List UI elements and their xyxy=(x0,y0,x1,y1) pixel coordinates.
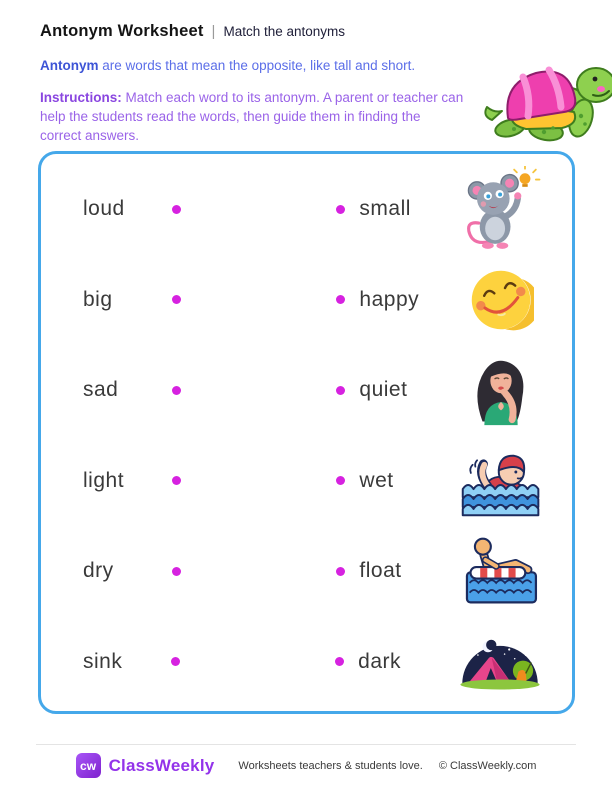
person-on-float-icon xyxy=(457,533,546,609)
right-word: quiet xyxy=(359,378,408,402)
right-word: wet xyxy=(359,468,394,492)
mouse-pointing-lightbulb-icon xyxy=(457,166,546,252)
classweekly-logo-icon: cw xyxy=(76,753,101,778)
left-word: sink xyxy=(83,649,123,673)
match-row-loud-small xyxy=(41,164,572,255)
match-dot-left xyxy=(172,476,181,485)
swimmer-in-water-icon xyxy=(457,445,546,517)
brand-name: ClassWeekly xyxy=(108,755,215,775)
match-dot-left xyxy=(172,567,181,576)
match-row-big-happy xyxy=(41,255,572,346)
left-word: big xyxy=(83,287,113,311)
match-row-sink-dark xyxy=(41,617,572,708)
turtle-illustration xyxy=(478,58,612,143)
match-dot-right xyxy=(336,386,345,395)
definition-lead: Antonym xyxy=(40,58,99,73)
match-dot-left xyxy=(172,295,181,304)
match-dot-right xyxy=(336,295,345,304)
match-row-dry-float xyxy=(41,526,572,617)
footer xyxy=(0,753,612,778)
match-dot-right xyxy=(336,205,345,214)
title-row xyxy=(40,22,600,41)
left-word: sad xyxy=(83,378,119,402)
match-dot-right xyxy=(336,567,345,576)
page-subtitle: Match the antonyms xyxy=(223,24,346,39)
left-word: light xyxy=(83,468,125,492)
definition-rest: are words that mean the opposite, like tall and short. xyxy=(98,58,416,73)
match-dot-right xyxy=(336,476,345,485)
footer-copyright: © ClassWeekly.com xyxy=(438,759,537,772)
right-word: happy xyxy=(359,287,420,311)
header xyxy=(40,22,600,145)
match-row-light-wet xyxy=(41,436,572,527)
woman-shushing-icon xyxy=(457,353,546,427)
match-dot-left xyxy=(171,657,180,666)
left-word: dry xyxy=(83,559,114,583)
left-word: loud xyxy=(83,197,125,221)
match-dot-left xyxy=(172,205,181,214)
footer-divider xyxy=(36,744,576,745)
instructions-lead: Instructions: xyxy=(40,90,122,105)
matching-activity-box xyxy=(38,151,575,714)
match-row-sad-quiet xyxy=(41,345,572,436)
footer-tagline: Worksheets teachers & students love. xyxy=(238,759,423,772)
match-dot-right xyxy=(335,657,344,666)
night-campsite-icon xyxy=(454,631,546,692)
page-title: Antonym Worksheet xyxy=(40,22,204,40)
instructions-rest: Match each word to its antonym. A parent or teacher can help the students read the words, then guide them in finding the correct answers. xyxy=(40,90,464,143)
right-word: small xyxy=(359,197,411,221)
turtle-icon xyxy=(478,58,612,143)
right-word: dark xyxy=(358,649,402,673)
right-word: float xyxy=(359,559,402,583)
instructions-text xyxy=(40,88,464,145)
smiling-face-icon xyxy=(457,267,546,333)
match-dot-left xyxy=(172,386,181,395)
title-separator: | xyxy=(211,23,216,40)
